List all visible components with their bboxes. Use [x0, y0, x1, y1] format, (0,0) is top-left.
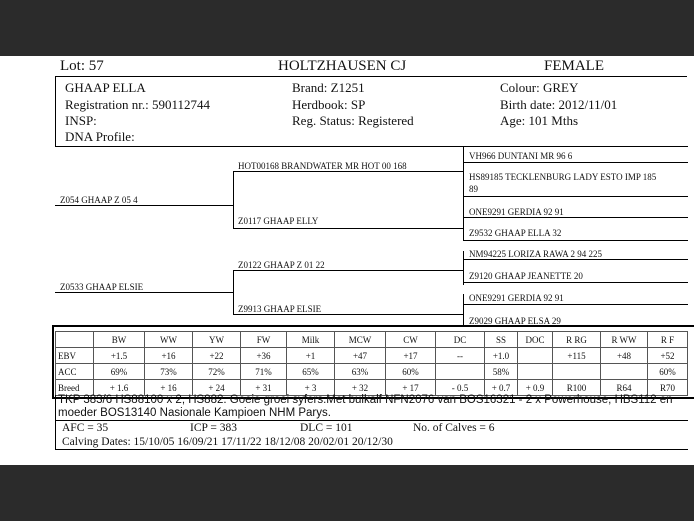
ebv-header: R F: [648, 332, 688, 348]
ssd-line: [463, 196, 688, 197]
owner-name: HOLTZHAUSEN CJ: [278, 58, 407, 74]
ebv-header: DC: [436, 332, 485, 348]
acc-cell: 60%: [648, 364, 688, 380]
breed-cell: Breed: [56, 380, 94, 396]
sd-bracket: [463, 207, 464, 241]
breed-cell: + 16: [145, 380, 193, 396]
sd-line: [233, 228, 463, 229]
acc-cell: 63%: [335, 364, 386, 380]
breed-cell: R70: [648, 380, 688, 396]
dss-line: [463, 259, 688, 260]
ebv-cell: +36: [241, 348, 287, 364]
registration-status: Reg. Status: Registered: [292, 113, 414, 128]
comment-rule: [55, 420, 688, 421]
ebv-cell: +17: [386, 348, 436, 364]
breed-cell: + 1.6: [94, 380, 145, 396]
ebv-cell: +115: [553, 348, 601, 364]
acc-cell: 69%: [94, 364, 145, 380]
pedigree-dds: ONE9291 GERDIA 92 91: [469, 293, 564, 303]
acc-cell: 71%: [241, 364, 287, 380]
acc-cell: 73%: [145, 364, 193, 380]
ebv-header: BW: [94, 332, 145, 348]
acc-cell: [553, 364, 601, 380]
pedigree-dam-sire: Z0122 GHAAP Z 01 22: [238, 260, 325, 270]
sire-bracket: [233, 171, 234, 229]
age: Age: 101 Mths: [500, 113, 578, 128]
ebv-header: R RG: [553, 332, 601, 348]
acc-cell: 58%: [485, 364, 518, 380]
animal-name: GHAAP ELLA: [65, 80, 146, 95]
breed-cell: + 0.9: [518, 380, 553, 396]
comment-line: TKP 383/6 HS88100 x 2, HS882. Goeie groei syfers.Met bulkalf NFN2076 van BOS16321 - 2 x Powerhouse, HBS112 en: [58, 394, 673, 406]
breed-cell: + 31: [241, 380, 287, 396]
pedigree-sire-dam: Z0117 GHAAP ELLY: [238, 216, 319, 226]
acc-cell: 65%: [287, 364, 335, 380]
dam-line: [55, 292, 233, 293]
pedigree-ddd: Z9029 GHAAP ELSA 29: [469, 316, 561, 326]
acc-cell: [601, 364, 648, 380]
ebv-header: MCW: [335, 332, 386, 348]
herdbook: Herdbook: SP: [292, 97, 366, 112]
ebv-header: R WW: [601, 332, 648, 348]
acc-cell: [518, 364, 553, 380]
pedigree-ssd: HS89185 TECKLENBURG LADY ESTO IMP 185: [469, 172, 657, 182]
ebv-header: SS: [485, 332, 518, 348]
ebv-cell: +48: [601, 348, 648, 364]
acc-cell: 72%: [193, 364, 241, 380]
sss-line: [463, 162, 688, 163]
pedigree-dam: Z0533 GHAAP ELSIE: [60, 282, 144, 292]
lot-sheet: [0, 56, 694, 465]
acc-cell: [436, 364, 485, 380]
registration-number: Registration nr.: 590112744: [65, 97, 211, 112]
breed-cell: + 32: [335, 380, 386, 396]
ds-bracket: [463, 251, 464, 285]
dd-line: [233, 314, 463, 315]
ss-bracket: [463, 147, 464, 207]
ebv-cell: +1.0: [485, 348, 518, 364]
icp-value: ICP = 383: [190, 422, 237, 434]
pedigree-dam-dam: Z9913 GHAAP ELSIE: [238, 304, 322, 314]
pedigree-ssd-cont: 89: [469, 184, 478, 194]
calving-dates: Calving Dates: 15/10/05 16/09/21 17/11/22 18/12/08 20/02/01 20/12/30: [62, 436, 393, 448]
info-left-border: [55, 76, 56, 146]
sds-line: [463, 217, 688, 218]
ebv-cell: +22: [193, 348, 241, 364]
dam-bracket: [233, 270, 234, 314]
comment-line: moeder BOS13140 Nasionale Kampioen NHM Parys.: [58, 407, 331, 419]
ebv-cell: [518, 348, 553, 364]
footer-left-border: [55, 395, 56, 449]
ebv-header: DOC: [518, 332, 553, 348]
colour: Colour: GREY: [500, 80, 579, 95]
ebv-header: WW: [145, 332, 193, 348]
sire-line: [55, 205, 233, 206]
breed-cell: + 24: [193, 380, 241, 396]
pedigree-top-rule: [55, 146, 688, 147]
breed-cell: + 3: [287, 380, 335, 396]
pedigree-dsd: Z9120 GHAAP JEANETTE 20: [469, 271, 583, 281]
ebv-cell: +16: [145, 348, 193, 364]
pedigree-sire-sire: HOT00168 BRANDWATER MR HOT 00 168: [238, 161, 407, 171]
ebv-cell: +1.5: [94, 348, 145, 364]
ebv-table: [55, 331, 688, 396]
breed-cell: + 17: [386, 380, 436, 396]
pedigree-sdd: Z9532 GHAAP ELLA 32: [469, 228, 562, 238]
brand: Brand: Z1251: [292, 80, 365, 95]
acc-cell: ACC: [56, 364, 94, 380]
ebv-header-row: [56, 332, 688, 348]
animal-sex: FEMALE: [544, 58, 604, 74]
ss-line: [233, 171, 463, 172]
breed-cell: R100: [553, 380, 601, 396]
acc-cell: 60%: [386, 364, 436, 380]
birth-date: Birth date: 2012/11/01: [500, 97, 618, 112]
breed-cell: R64: [601, 380, 648, 396]
dsd-line: [463, 282, 688, 283]
ds-line: [233, 270, 463, 271]
ebv-header: Milk: [287, 332, 335, 348]
afc-value: AFC = 35: [62, 422, 109, 434]
ebv-header: CW: [386, 332, 436, 348]
dlc-value: DLC = 101: [300, 422, 353, 434]
breed-cell: - 0.5: [436, 380, 485, 396]
acc-row: [56, 364, 688, 380]
ebv-cell: --: [436, 348, 485, 364]
ebv-cell: +1: [287, 348, 335, 364]
pedigree-sire: Z054 GHAAP Z 05 4: [60, 195, 138, 205]
ebv-row: [56, 348, 688, 364]
comment-block: [58, 394, 688, 420]
dna-profile-label: DNA Profile:: [65, 129, 135, 144]
dd-bracket: [463, 294, 464, 326]
footer-rule: [55, 449, 688, 450]
ebv-cell: +52: [648, 348, 688, 364]
pedigree-sds: ONE9291 GERDIA 92 91: [469, 207, 564, 217]
ebv-header: [56, 332, 94, 348]
pedigree-dss: NM94225 LORIZA RAWA 2 94 225: [469, 249, 603, 259]
pedigree-sss: VH966 DUNTANI MR 96 6: [469, 151, 573, 161]
ebv-header: YW: [193, 332, 241, 348]
sdd-line: [463, 240, 688, 241]
lot-number: Lot: 57: [60, 58, 104, 74]
breed-cell: + 0.7: [485, 380, 518, 396]
ebv-header: FW: [241, 332, 287, 348]
insp-label: INSP:: [65, 113, 97, 128]
ebv-cell: EBV: [56, 348, 94, 364]
ebv-cell: +47: [335, 348, 386, 364]
calves-count: No. of Calves = 6: [413, 422, 495, 434]
dds-line: [463, 304, 688, 305]
header-rule: [55, 76, 687, 77]
